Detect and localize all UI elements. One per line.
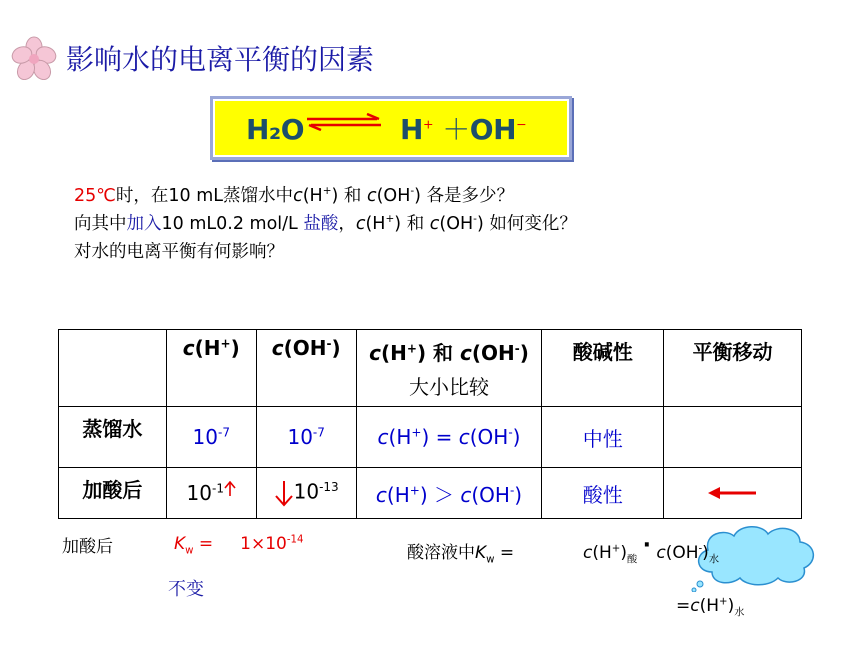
comparison-value: c(H+) ＞ c(OH-) — [356, 468, 542, 519]
kw-label: 加酸后 — [62, 537, 113, 557]
comparison-table — [58, 329, 802, 519]
h-value: $10^{-1}$ — [166, 468, 256, 519]
oh-value: $10^{-13}$ — [256, 468, 356, 519]
header-oh-conc: c(OH-) — [256, 330, 356, 407]
table-header-row — [59, 330, 802, 407]
table-row — [59, 468, 802, 519]
up-arrow-icon — [224, 481, 236, 497]
ionization-equation: H₂O H+ ＋OH− — [246, 113, 527, 146]
equation-oh-ion: OH — [469, 113, 517, 146]
acid-kw-label: 酸溶液中$K_w$ = — [407, 543, 515, 566]
down-arrow-icon — [274, 479, 294, 507]
left-arrow-icon — [708, 486, 758, 500]
question-text: 25℃时，在10 mL蒸馏水中c(H+) 和 c(OH-) 各是多少？ 向其中加入10 mL0.2 mol/L 盐酸，c(H+) 和 c(OH-) 如何变化？对水的电离平衡有何影响？ — [74, 185, 577, 262]
kw-constant-note: 不变 — [168, 579, 204, 600]
row-label: 蒸馏水 — [59, 407, 167, 468]
shift-value — [664, 407, 802, 468]
header-acidity: 酸碱性 — [542, 330, 664, 407]
header-comparison: c(H+) 和 c(OH-) 大小比较 — [356, 330, 542, 407]
shift-value — [664, 468, 802, 519]
acidity-value: 酸性 — [542, 468, 664, 519]
page-title: 影响水的电离平衡的因素 — [66, 43, 375, 76]
header-h-conc: c(H+) — [166, 330, 256, 407]
equation-plus: ＋ — [442, 113, 470, 146]
comparison-value: c(H+) = c(OH-) — [356, 407, 542, 468]
equation-reactant: H₂O — [246, 113, 304, 146]
kw-value: $K_w$ = $1\times 10^{-14}$ — [174, 534, 304, 557]
h-value: $10^{-7}$ — [166, 407, 256, 468]
row-label: 加酸后 — [59, 468, 167, 519]
reversible-arrow-icon — [305, 113, 383, 131]
flower-icon — [10, 36, 58, 80]
kw-result-expression: $=c(H^+)_水$ — [676, 596, 745, 619]
kw-product-expression: $c(H^+)_酸 \cdot c(OH^-)_水$ — [583, 533, 719, 566]
oh-value: $10^{-7}$ — [256, 407, 356, 468]
header-empty — [59, 330, 167, 407]
equation-h-ion: H — [400, 113, 423, 146]
table-row — [59, 407, 802, 468]
header-shift: 平衡移动 — [664, 330, 802, 407]
acidity-value: 中性 — [542, 407, 664, 468]
